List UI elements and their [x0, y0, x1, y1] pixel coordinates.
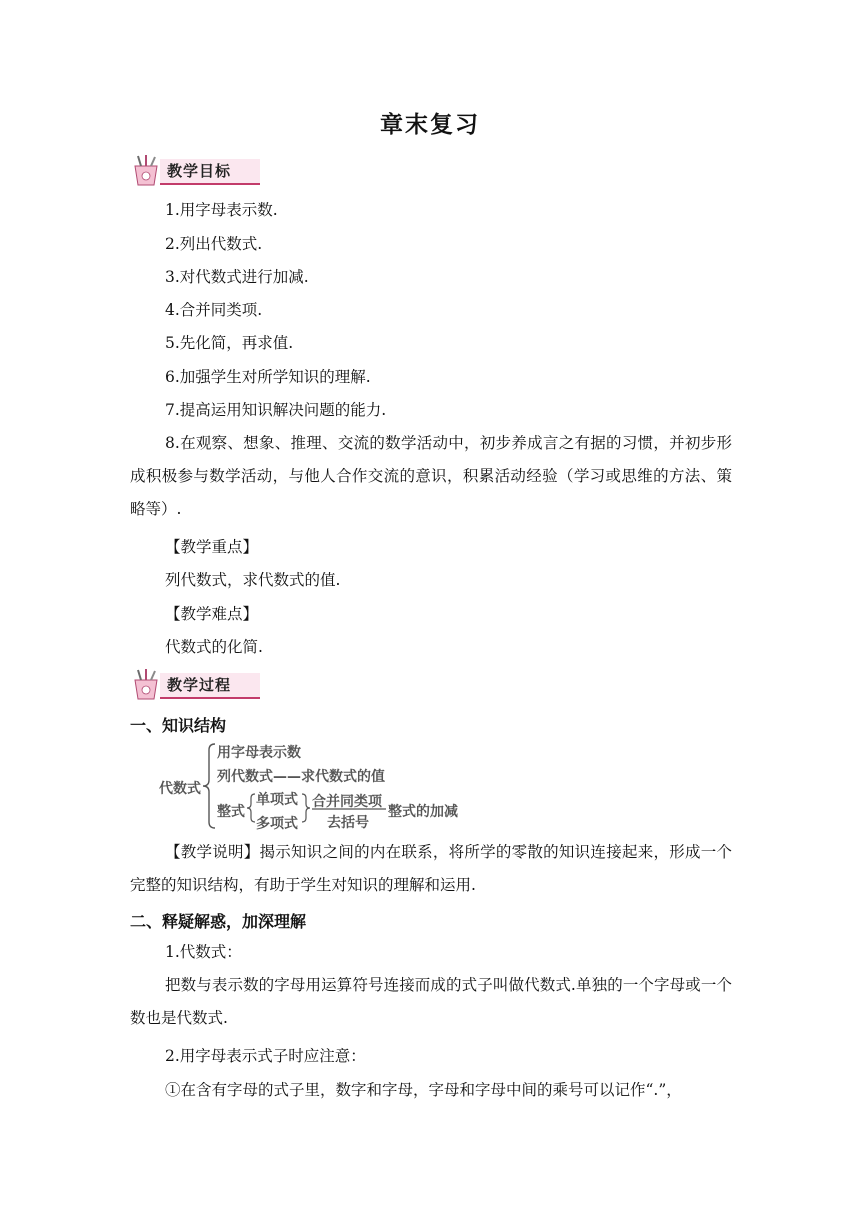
diagram-root: 代数式 [159, 781, 201, 797]
goal-item: 6.加强学生对所学知识的理解. [165, 368, 371, 386]
goal-item: 5.先化简，再求值. [165, 334, 294, 352]
item1-text: 把数与表示数的字母用运算符号连接而成的式子叫做代数式.单独的一个字母或一个数也是代数式. [130, 976, 732, 1027]
section1-heading: 一、知识结构 [130, 716, 227, 735]
section-badge-goals [130, 154, 264, 188]
section-badge-process [130, 668, 264, 702]
diagram-branch: 整式 [217, 804, 245, 820]
section2-heading: 二、释疑解惑，加深理解 [130, 912, 307, 931]
diagram-branch: 列代数式——求代数式的值 [217, 769, 385, 785]
goal-item: 4.合并同类项. [165, 301, 263, 319]
key-points-label: 【教学重点】 [165, 538, 259, 556]
diagram-subbranch: 多项式 [256, 816, 298, 832]
goal-item: 1.用字母表示数. [165, 201, 278, 219]
teaching-note: 【教学说明】揭示知识之间的内在联系，将所学的零散的知识连接起来，形成一个完整的知识结构，有助于学生对知识的理解和运用. [130, 843, 732, 894]
difficulties-label: 【教学难点】 [165, 605, 259, 623]
diagram-operation: 合并同类项 [312, 794, 382, 810]
diagram-result: 整式的加减 [388, 804, 458, 820]
section-badge-process-label: 教学过程 [167, 676, 232, 694]
diagram-branch: 用字母表示数 [217, 745, 301, 761]
key-points-text: 列代数式，求代数式的值. [165, 571, 341, 589]
diagram-operation: 去括号 [327, 815, 369, 831]
goal-item: 2.列出代数式. [165, 235, 263, 253]
knowledge-structure-diagram [155, 740, 485, 832]
item2-title: 2.用字母表示式子时应注意： [165, 1047, 366, 1065]
goal-item: 3.对代数式进行加减. [165, 268, 309, 286]
page-title: 章末复习 [380, 112, 480, 138]
item2-text: ①在含有字母的式子里，数字和字母，字母和字母中间的乘号可以记作“.”， [165, 1081, 682, 1099]
diagram-subbranch: 单项式 [256, 792, 298, 808]
item1-title: 1.代数式： [165, 943, 242, 961]
section-badge-goals-label: 教学目标 [167, 162, 232, 180]
goal-item-long: 8.在观察、想象、推理、交流的数学活动中，初步养成言之有据的习惯，并初步形成积极参与数学活动，与他人合作交流的意识，积累活动经验（学习或思维的方法、策略等）. [130, 434, 732, 518]
goal-item: 7.提高运用知识解决问题的能力. [165, 401, 387, 419]
difficulties-text: 代数式的化简. [165, 638, 263, 656]
